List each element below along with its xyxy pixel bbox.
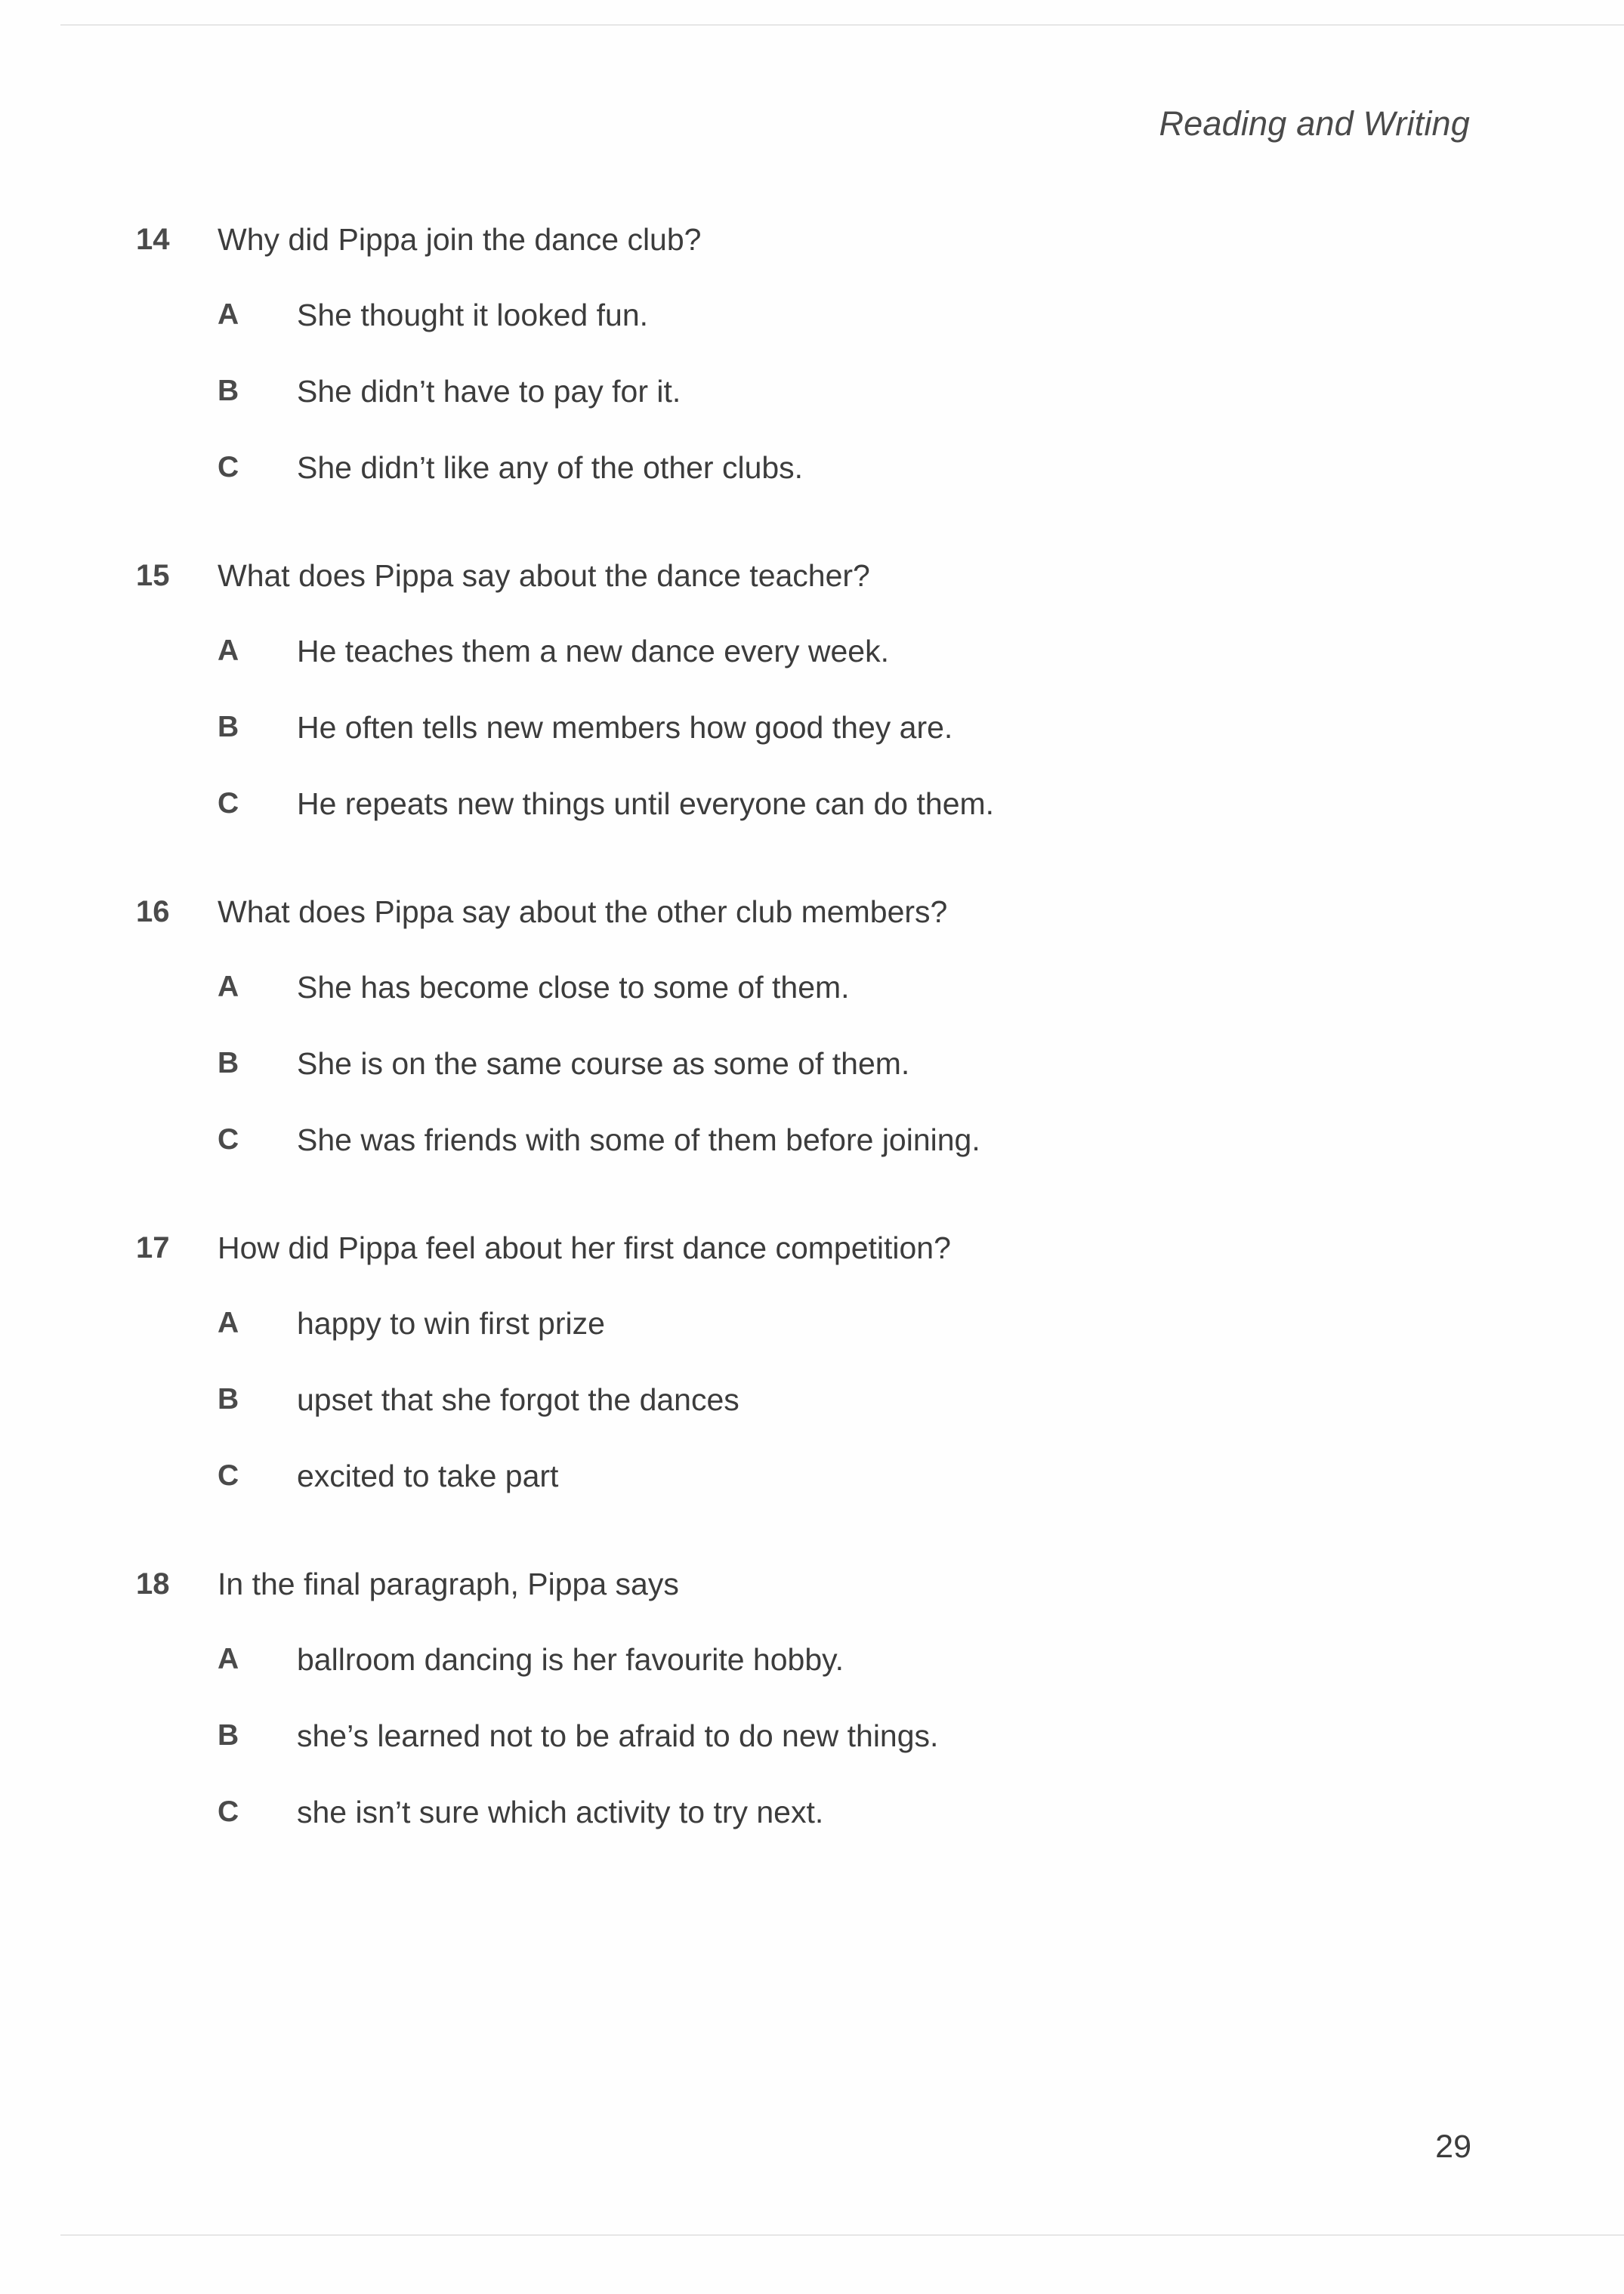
option-text: She was friends with some of them before joining. <box>297 1122 980 1157</box>
question-number: 14 <box>136 223 170 256</box>
option-c <box>0 1122 1624 1158</box>
option-letter: A <box>218 1307 239 1339</box>
option-text: ballroom dancing is her favourite hobby. <box>297 1642 844 1677</box>
question-number: 16 <box>136 895 170 928</box>
option-text: She has become close to some of them. <box>297 970 850 1005</box>
option-b <box>0 709 1624 746</box>
option-letter: C <box>218 1795 239 1828</box>
option-b <box>0 1718 1624 1754</box>
option-c <box>0 786 1624 822</box>
bottom-divider <box>60 2234 1624 2236</box>
option-c <box>0 1458 1624 1494</box>
option-text: She didn’t like any of the other clubs. <box>297 450 804 485</box>
option-a <box>0 969 1624 1005</box>
question-number: 15 <box>136 559 170 592</box>
option-letter: A <box>218 971 239 1003</box>
option-letter: B <box>218 711 239 743</box>
option-text: excited to take part <box>297 1459 559 1493</box>
option-b <box>0 1045 1624 1082</box>
option-b <box>0 1382 1624 1418</box>
option-letter: C <box>218 787 239 820</box>
question-number: 18 <box>136 1567 170 1601</box>
page-number: 29 <box>1435 2129 1471 2165</box>
option-text: she isn’t sure which activity to try next. <box>297 1795 824 1829</box>
option-letter: B <box>218 1719 239 1752</box>
option-text: He often tells new members how good they are. <box>297 710 953 745</box>
option-text: He repeats new things until everyone can do them. <box>297 786 995 821</box>
option-letter: C <box>218 451 239 483</box>
option-text: She is on the same course as some of them. <box>297 1046 910 1081</box>
option-text: She didn’t have to pay for it. <box>297 374 681 409</box>
top-divider <box>60 24 1624 26</box>
option-text: she’s learned not to be afraid to do new things. <box>297 1718 939 1753</box>
option-text: She thought it looked fun. <box>297 298 649 332</box>
option-c <box>0 449 1624 486</box>
option-a <box>0 297 1624 333</box>
question-text: In the final paragraph, Pippa says <box>218 1567 679 1601</box>
option-letter: B <box>218 1383 239 1416</box>
question-text: Why did Pippa join the dance club? <box>218 222 702 257</box>
option-text: He teaches them a new dance every week. <box>297 634 889 668</box>
option-letter: B <box>218 375 239 407</box>
option-letter: A <box>218 634 239 667</box>
option-letter: A <box>218 1643 239 1675</box>
option-a <box>0 633 1624 669</box>
option-letter: C <box>218 1123 239 1156</box>
option-c <box>0 1794 1624 1830</box>
option-letter: B <box>218 1047 239 1079</box>
section-title: Reading and Writing <box>1159 104 1470 143</box>
option-b <box>0 373 1624 409</box>
question-text: What does Pippa say about the dance teacher? <box>218 558 870 593</box>
question-text: How did Pippa feel about her first dance competition? <box>218 1230 951 1265</box>
option-letter: C <box>218 1459 239 1492</box>
option-a <box>0 1305 1624 1342</box>
question-text: What does Pippa say about the other club members? <box>218 894 948 929</box>
option-a <box>0 1641 1624 1678</box>
option-text: happy to win first prize <box>297 1306 605 1341</box>
option-text: upset that she forgot the dances <box>297 1382 739 1417</box>
option-letter: A <box>218 298 239 331</box>
question-number: 17 <box>136 1231 170 1264</box>
